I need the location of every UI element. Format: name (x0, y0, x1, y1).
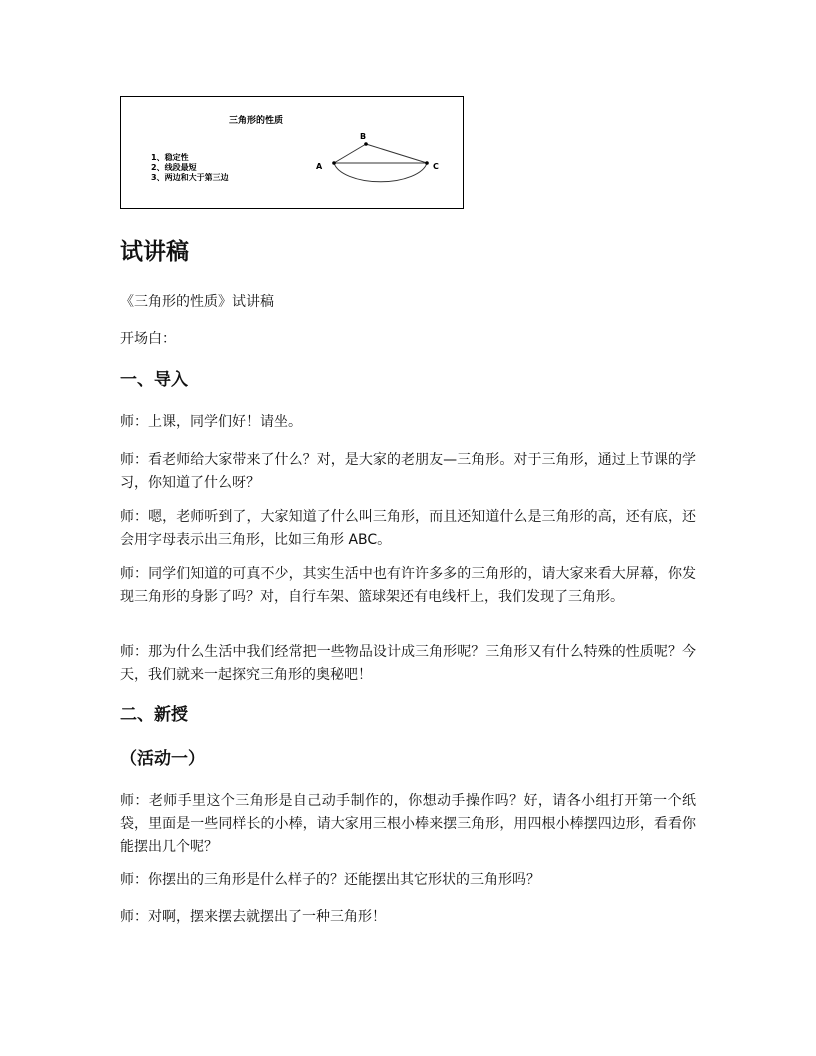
arc-ac (334, 163, 427, 182)
paragraph: 师：那为什么生活中我们经常把一些物品设计成三角形呢？三角形又有什么特殊的性质呢？今天，我们就来一起探究三角形的奥秘吧！ (120, 644, 696, 683)
figure-title: 三角形的性质 (229, 116, 284, 126)
point-b-label: B (360, 132, 367, 141)
paragraph: 师：对啊，摆来摆去就摆出了一种三角形！ (120, 909, 386, 925)
figure-canvas (121, 97, 465, 210)
paragraph: 师：你摆出的三角形是什么样子的？还能摆出其它形状的三角形吗？ (120, 872, 540, 888)
activity-heading: （活动一） (120, 749, 205, 769)
section-heading-intro: 一、导入 (120, 370, 188, 390)
point-c-label: C (433, 162, 439, 171)
paragraph: 师：嗯，老师听到了，大家知道了什么叫三角形，而且还知道什么是三角形的高，还有底，还会用字母表示出三角形，比如三角形 ABC。 (120, 509, 696, 548)
document-title: 试讲稿 (120, 239, 189, 265)
figure-item-1: 1、稳定性 (151, 153, 189, 162)
triangle-properties-figure (120, 96, 464, 209)
paragraph: 师：上课，同学们好！请坐。 (120, 414, 302, 430)
segment-ab (334, 144, 366, 163)
section-heading-new: 二、新授 (120, 705, 188, 725)
segment-bc (366, 144, 427, 163)
point-c-dot (425, 161, 429, 165)
figure-item-3: 3、两边和大于第三边 (151, 173, 229, 182)
paragraph: 师：同学们知道的可真不少，其实生活中也有许许多多的三角形的，请大家来看大屏幕，你发现三角形的身影了吗？对，自行车架、篮球架还有电线杆上，我们发现了三角形。 (120, 566, 696, 605)
paragraph: 师：老师手里这个三角形是自己动手制作的，你想动手操作吗？好，请各小组打开第一个纸袋，里面是一些同样长的小棒，请大家用三根小棒来摆三角形，用四根小棒摆四边形，看看你能摆出几个呢？ (120, 793, 696, 855)
document-subtitle: 《三角形的性质》试讲稿 (120, 294, 274, 310)
point-b-dot (364, 142, 368, 146)
paragraph: 师：看老师给大家带来了什么？对，是大家的老朋友—三角形。对于三角形，通过上节课的学习，你知道了什么呀？ (120, 452, 696, 491)
opening-label: 开场白： (120, 331, 176, 347)
point-a-dot (332, 161, 336, 165)
point-a-label: A (316, 162, 323, 171)
figure-item-2: 2、线段最短 (151, 163, 197, 172)
